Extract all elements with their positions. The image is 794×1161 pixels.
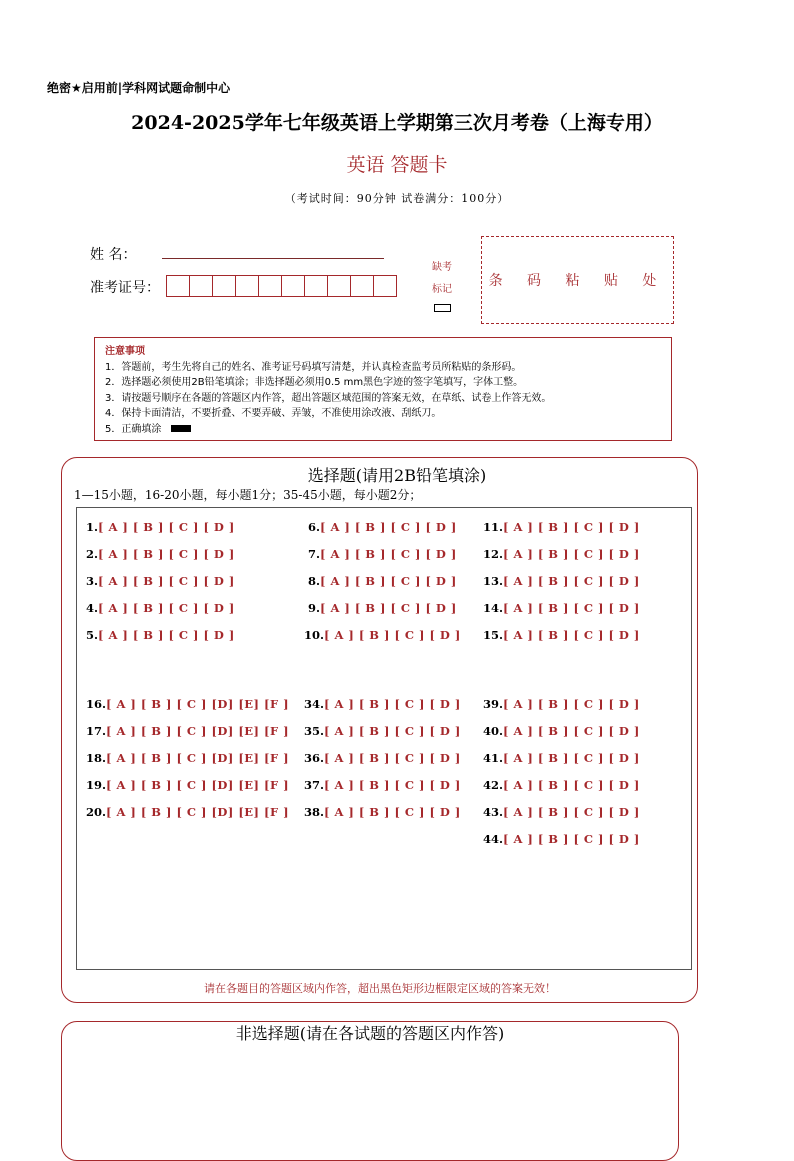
question-row[interactable]: 9.[ A ] [ B ] [ C ] [ D ] [308, 601, 457, 615]
confidential-label: 绝密★启用前|学科网试题命制中心 [47, 81, 231, 95]
id-digit-box[interactable] [327, 275, 351, 297]
nonchoice-section-title: 非选择题(请在各试题的答题区内作答) [235, 1024, 505, 1043]
note-item: 5．正确填涂 [105, 423, 162, 435]
question-row[interactable]: 8.[ A ] [ B ] [ C ] [ D ] [308, 574, 457, 588]
question-row[interactable]: 35.[ A ] [ B ] [ C ] [ D ] [304, 724, 461, 738]
question-row[interactable]: 5.[ A ] [ B ] [ C ] [ D ] [86, 628, 235, 642]
correct-fill-example [171, 425, 191, 432]
barcode-label: 条 码 粘 贴 处 [488, 273, 667, 289]
question-row[interactable]: 18.[ A ] [ B ] [ C ] [D] [E] [F ] [86, 751, 290, 765]
id-digit-box[interactable] [258, 275, 282, 297]
id-digit-box[interactable] [166, 275, 190, 297]
id-digit-box[interactable] [350, 275, 374, 297]
question-row[interactable]: 14.[ A ] [ B ] [ C ] [ D ] [483, 601, 640, 615]
answer-area-warning: 请在各题目的答题区域内作答，超出黑色矩形边框限定区域的答案无效！ [204, 982, 556, 995]
question-row[interactable]: 41.[ A ] [ B ] [ C ] [ D ] [483, 751, 640, 765]
question-row[interactable]: 6.[ A ] [ B ] [ C ] [ D ] [308, 520, 457, 534]
note-item: 4．保持卡面清洁，不要折叠、不要弄破、弄皱，不准使用涂改液、刮纸刀。 [105, 408, 442, 419]
question-row[interactable]: 2.[ A ] [ B ] [ C ] [ D ] [86, 547, 235, 561]
candidate-id-boxes[interactable] [166, 275, 396, 297]
id-digit-box[interactable] [235, 275, 259, 297]
note-item: 3．请按题号顺序在各题的答题区内作答，超出答题区域范围的答案无效，在草纸、试卷上作答无效。 [105, 392, 552, 404]
id-digit-box[interactable] [212, 275, 236, 297]
candidate-id-label: 准考证号： [90, 280, 160, 296]
question-row[interactable]: 13.[ A ] [ B ] [ C ] [ D ] [483, 574, 640, 588]
id-digit-box[interactable] [189, 275, 213, 297]
question-row[interactable]: 43.[ A ] [ B ] [ C ] [ D ] [483, 805, 640, 819]
id-digit-box[interactable] [281, 275, 305, 297]
question-row[interactable]: 37.[ A ] [ B ] [ C ] [ D ] [304, 778, 461, 792]
note-item: 1．答题前，考生先将自己的姓名、准考证号码填写清楚，并认真检查监考员所粘贴的条形码。 [105, 361, 522, 373]
question-row[interactable]: 19.[ A ] [ B ] [ C ] [D] [E] [F ] [86, 778, 290, 792]
answer-sheet-subtitle: 英语 答题卡 [346, 154, 448, 176]
question-row[interactable]: 20.[ A ] [ B ] [ C ] [D] [E] [F ] [86, 805, 290, 819]
question-row[interactable]: 3.[ A ] [ B ] [ C ] [ D ] [86, 574, 235, 588]
question-row[interactable]: 40.[ A ] [ B ] [ C ] [ D ] [483, 724, 640, 738]
name-input-line[interactable] [162, 258, 384, 259]
id-digit-box[interactable] [304, 275, 328, 297]
question-row[interactable]: 36.[ A ] [ B ] [ C ] [ D ] [304, 751, 461, 765]
exam-info: （考试时间：90分钟 试卷满分：100分） [284, 192, 510, 205]
question-row[interactable]: 11.[ A ] [ B ] [ C ] [ D ] [483, 520, 640, 534]
question-row[interactable]: 1.[ A ] [ B ] [ C ] [ D ] [86, 520, 235, 534]
choice-section-title: 选择题(请用2B铅笔填涂) [307, 466, 487, 485]
exam-title: 2024-2025学年七年级英语上学期第三次月考卷（上海专用） [131, 112, 663, 134]
question-row[interactable]: 16.[ A ] [ B ] [ C ] [D] [E] [F ] [86, 697, 290, 711]
barcode-area [481, 236, 674, 324]
question-row[interactable]: 10.[ A ] [ B ] [ C ] [ D ] [304, 628, 461, 642]
question-row[interactable]: 17.[ A ] [ B ] [ C ] [D] [E] [F ] [86, 724, 290, 738]
question-row[interactable]: 15.[ A ] [ B ] [ C ] [ D ] [483, 628, 640, 642]
choice-scoring-note: 1—15小题，16-20小题，每小题1分；35-45小题，每小题2分； [74, 488, 422, 502]
question-row[interactable]: 44.[ A ] [ B ] [ C ] [ D ] [483, 832, 640, 846]
question-row[interactable]: 4.[ A ] [ B ] [ C ] [ D ] [86, 601, 235, 615]
question-row[interactable]: 12.[ A ] [ B ] [ C ] [ D ] [483, 547, 640, 561]
notes-title: 注意事项 [105, 346, 145, 357]
absent-mark-box[interactable] [434, 304, 451, 312]
question-row[interactable]: 39.[ A ] [ B ] [ C ] [ D ] [483, 697, 640, 711]
notes-box [94, 337, 672, 441]
question-row[interactable]: 7.[ A ] [ B ] [ C ] [ D ] [308, 547, 457, 561]
id-digit-box[interactable] [373, 275, 397, 297]
note-item: 2．选择题必须使用2B铅笔填涂；非选择题必须用0.5 mm黑色字迹的签字笔填写，字体工整。 [105, 377, 524, 388]
question-row[interactable]: 38.[ A ] [ B ] [ C ] [ D ] [304, 805, 461, 819]
absent-mark-label: 缺考标记 [432, 262, 452, 295]
question-row[interactable]: 42.[ A ] [ B ] [ C ] [ D ] [483, 778, 640, 792]
name-label: 姓 名： [90, 247, 137, 263]
question-row[interactable]: 34.[ A ] [ B ] [ C ] [ D ] [304, 697, 461, 711]
